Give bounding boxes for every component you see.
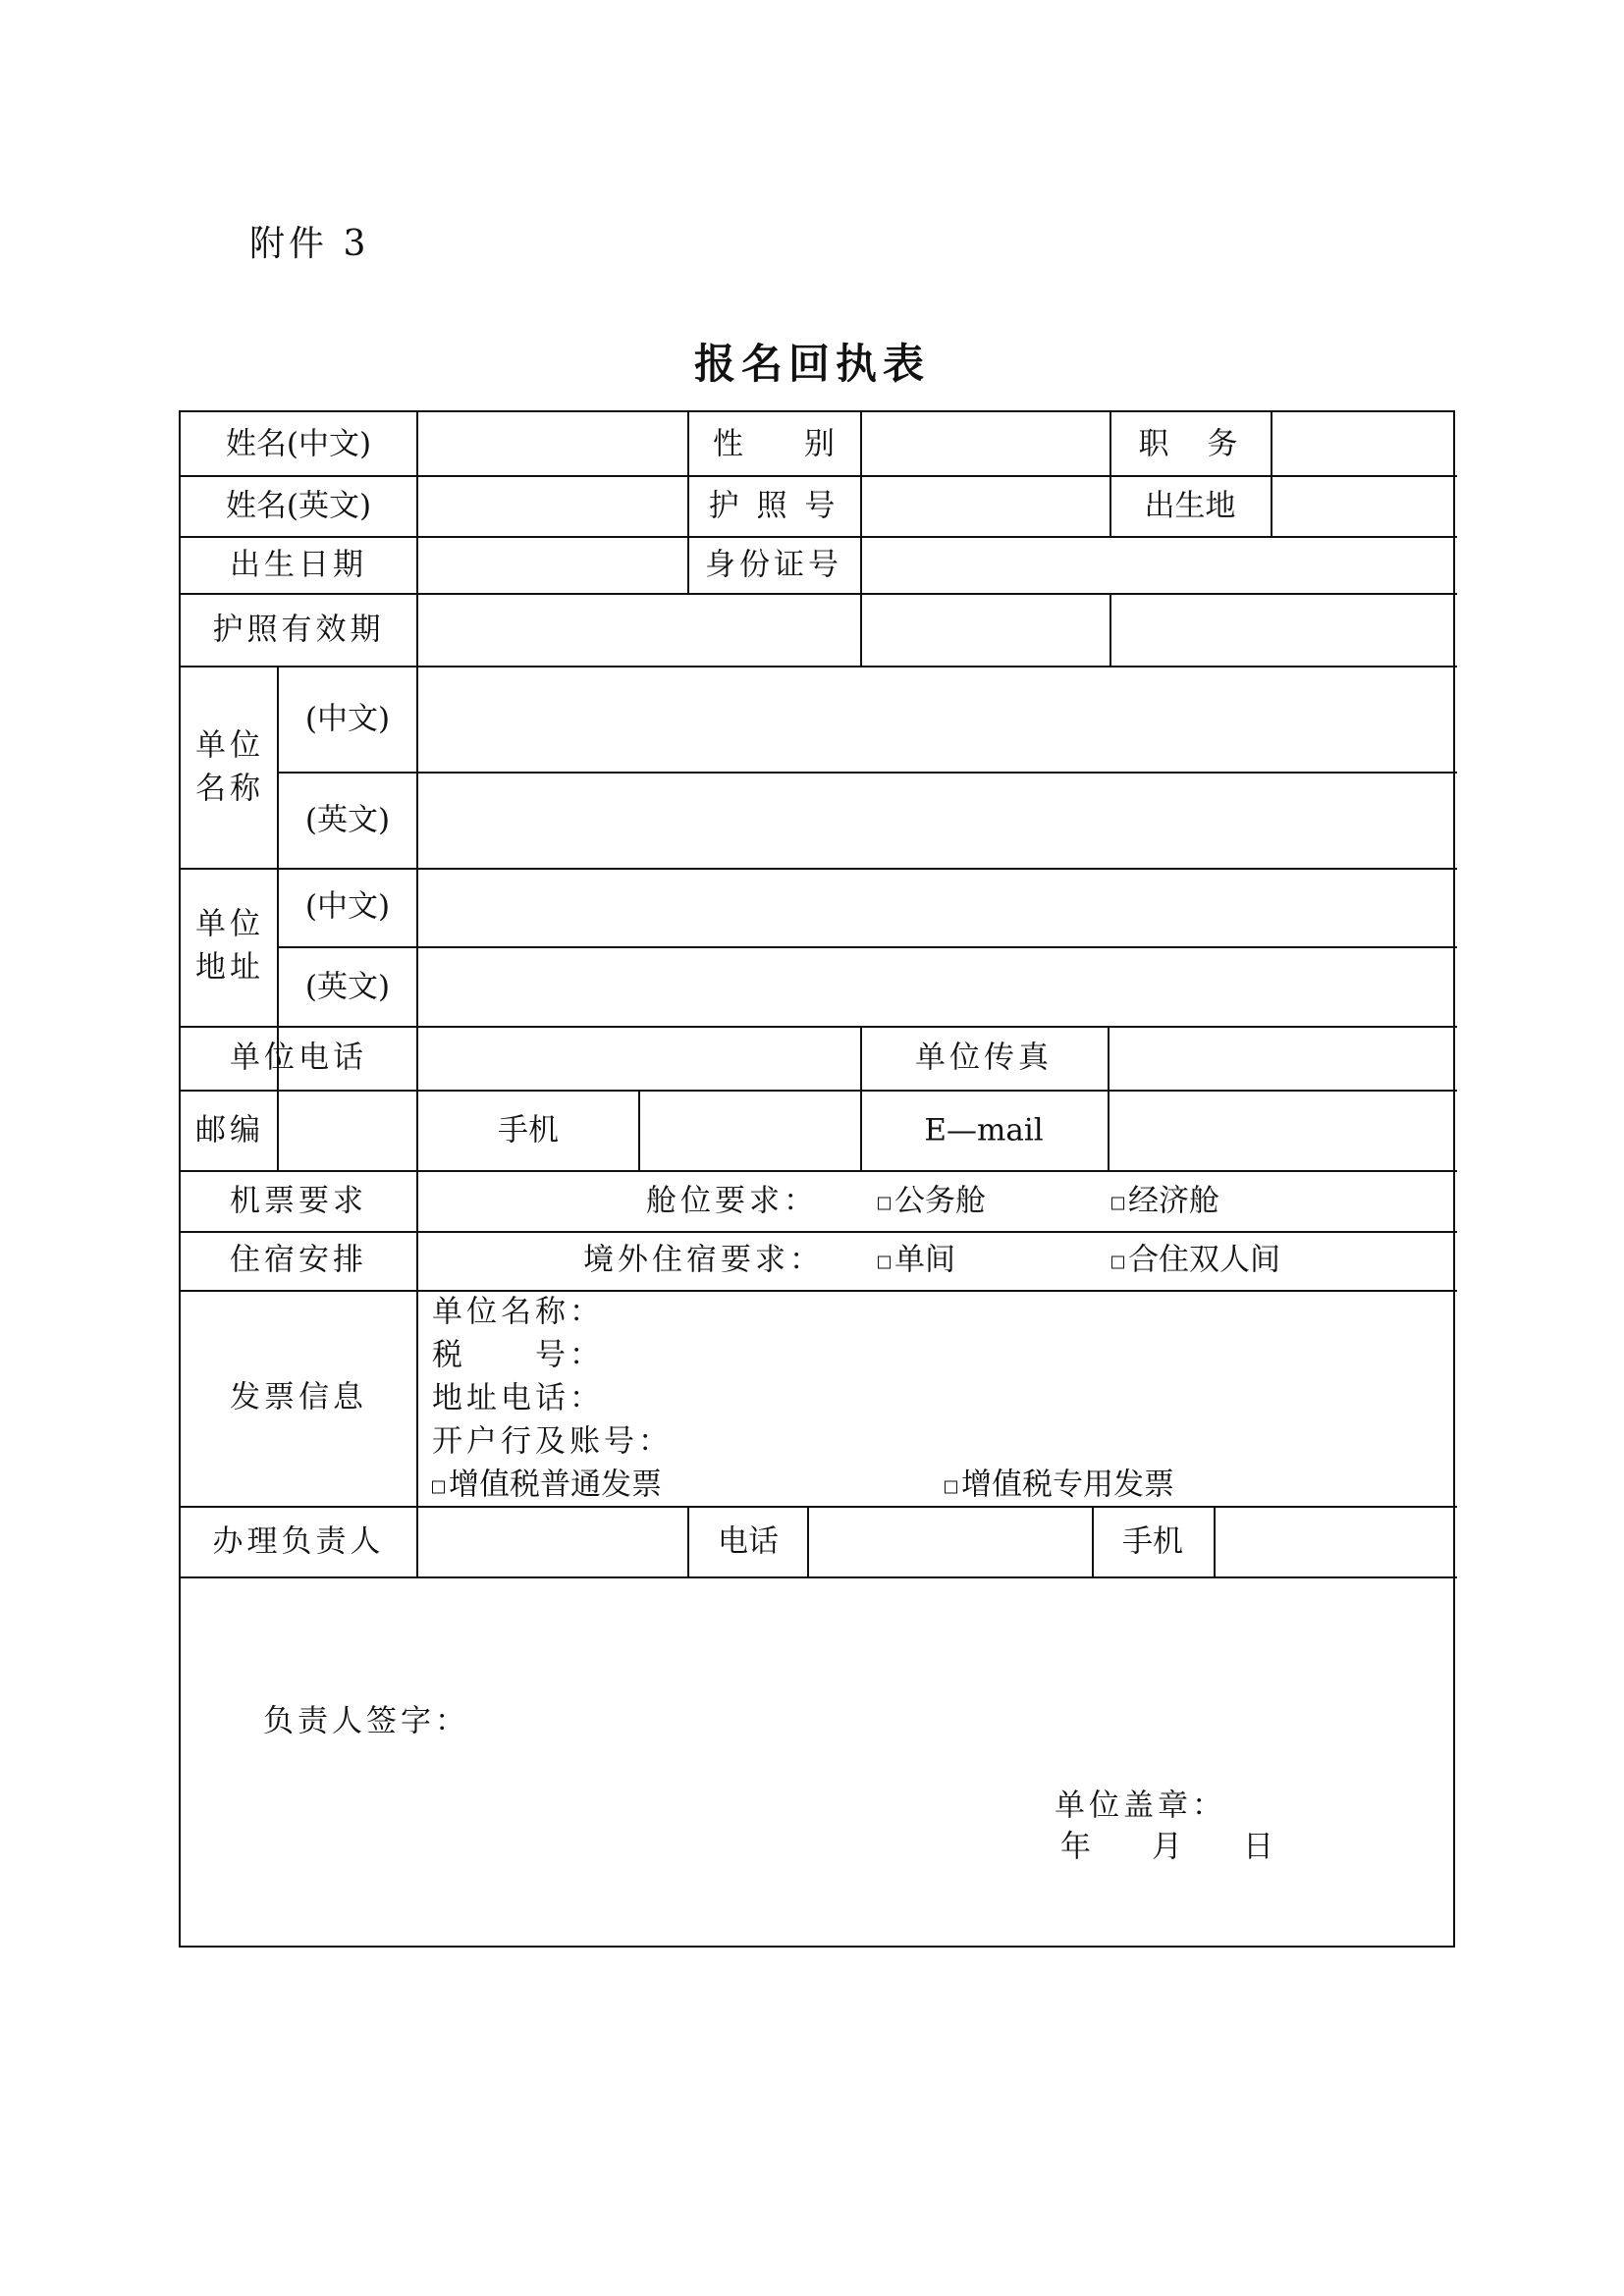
- vat-normal-option[interactable]: [432, 1467, 662, 1503]
- org-address-label-line2: 地址: [195, 949, 264, 986]
- checkbox-icon[interactable]: [432, 1481, 445, 1494]
- form-title: 报名回执表: [693, 340, 930, 388]
- col-divider: [1108, 1026, 1110, 1170]
- col-divider: [277, 1090, 279, 1170]
- accommodation-label: 住宿安排: [230, 1242, 367, 1278]
- row-divider: [181, 1026, 1457, 1028]
- passport-no-label: 护 照 号: [708, 488, 839, 524]
- birthplace-label: 出生地: [1144, 488, 1236, 524]
- col-divider: [1110, 593, 1111, 666]
- row-divider: [181, 1290, 1457, 1292]
- passport-validity-label: 护照有效期: [212, 612, 385, 648]
- row-divider: [181, 1170, 1457, 1172]
- org-phone-label: 单位电话: [230, 1040, 367, 1076]
- row-divider: [181, 536, 1457, 538]
- single-room-option[interactable]: [878, 1242, 955, 1278]
- org-address-label-line1: 单位: [195, 906, 264, 942]
- row-divider: [181, 1090, 1457, 1092]
- col-divider: [1092, 1506, 1094, 1576]
- name-cn-label: 姓名(中文): [225, 426, 372, 462]
- row-divider: [181, 593, 1457, 595]
- shared-twin-text: 合住双人间: [1128, 1242, 1280, 1278]
- cabin-req-label: 舱位要求：: [646, 1183, 818, 1219]
- business-class-option[interactable]: [878, 1183, 986, 1219]
- flight-req-label: 机票要求: [230, 1183, 367, 1219]
- id-no-label: 身份证号: [705, 547, 842, 583]
- row-divider: [277, 946, 1457, 948]
- col-divider: [807, 1506, 809, 1576]
- row-divider: [181, 1576, 1457, 1578]
- row-divider: [181, 868, 1457, 870]
- invoice-org-name-label: 单位名称：: [432, 1294, 604, 1330]
- email-label: E—mail: [924, 1112, 1044, 1148]
- phone-label: 电话: [718, 1523, 779, 1560]
- col-divider: [416, 412, 418, 1576]
- checkbox-icon[interactable]: [878, 1198, 891, 1210]
- address-phone-label: 地址电话：: [432, 1380, 604, 1416]
- overseas-accom-label: 境外住宿要求：: [583, 1242, 824, 1278]
- checkbox-icon[interactable]: [1111, 1198, 1124, 1210]
- tax-no-label: 税 号：: [432, 1337, 604, 1373]
- row-divider: [181, 475, 1457, 477]
- org-name-cn-sublabel: (中文): [304, 701, 391, 737]
- col-divider: [860, 412, 862, 666]
- handler-mobile-label: 手机: [1122, 1523, 1183, 1560]
- checkbox-icon[interactable]: [945, 1481, 957, 1494]
- vat-special-option[interactable]: [945, 1467, 1174, 1503]
- bank-account-label: 开户行及账号：: [432, 1423, 673, 1460]
- col-divider: [1110, 412, 1111, 536]
- col-divider: [860, 1026, 862, 1170]
- economy-class-option[interactable]: [1111, 1183, 1219, 1219]
- business-class-text: 公务舱: [894, 1183, 986, 1219]
- col-divider: [687, 1506, 689, 1576]
- org-name-label-line2: 名称: [195, 771, 264, 807]
- shared-twin-option[interactable]: [1111, 1242, 1280, 1278]
- checkbox-icon[interactable]: [878, 1256, 891, 1269]
- org-address-en-sublabel: (英文): [304, 969, 391, 1005]
- registration-form: [179, 410, 1455, 1948]
- position-label: 职 务: [1138, 426, 1242, 462]
- mobile-label: 手机: [498, 1112, 559, 1148]
- date-label: 年 月 日: [1060, 1829, 1273, 1865]
- economy-class-text: 经济舱: [1128, 1183, 1219, 1219]
- single-room-text: 单间: [894, 1242, 955, 1278]
- vat-normal-text: 增值税普通发票: [449, 1467, 662, 1503]
- birth-date-label: 出生日期: [230, 547, 367, 583]
- attachment-label: 附件 3: [249, 224, 370, 264]
- row-divider: [181, 1506, 1457, 1508]
- org-name-label-line1: 单位: [195, 727, 264, 764]
- org-fax-label: 单位传真: [915, 1040, 1053, 1076]
- row-divider: [181, 666, 1457, 667]
- row-divider: [181, 1231, 1457, 1233]
- vat-special-text: 增值税专用发票: [961, 1467, 1174, 1503]
- checkbox-icon[interactable]: [1111, 1256, 1124, 1269]
- row-divider: [277, 772, 1457, 774]
- name-en-label: 姓名(英文): [225, 488, 372, 524]
- handler-label: 办理负责人: [212, 1523, 385, 1560]
- col-divider: [687, 412, 689, 593]
- col-divider: [1271, 412, 1272, 536]
- gender-label: 性 别: [713, 426, 835, 462]
- col-divider: [1214, 1506, 1216, 1576]
- col-divider: [638, 1090, 640, 1170]
- col-divider: [277, 666, 279, 1090]
- invoice-info-label: 发票信息: [230, 1379, 367, 1415]
- signature-label: 负责人签字：: [263, 1703, 469, 1739]
- postcode-label: 邮编: [195, 1112, 264, 1148]
- org-address-cn-sublabel: (中文): [304, 888, 391, 925]
- seal-label: 单位盖章：: [1055, 1788, 1226, 1824]
- org-name-en-sublabel: (英文): [304, 802, 391, 838]
